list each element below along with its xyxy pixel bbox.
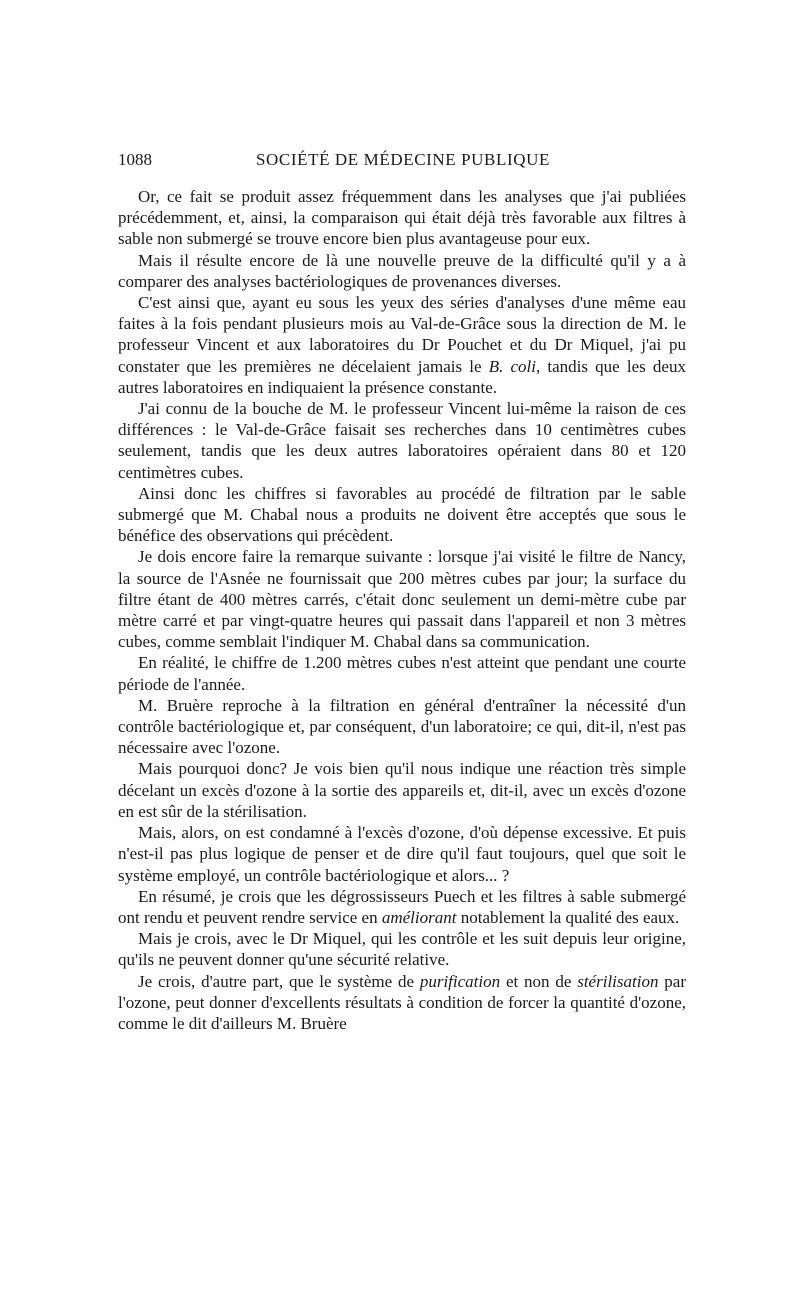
italic-term: purification	[419, 971, 501, 991]
italic-term: B. coli	[488, 356, 536, 376]
paragraph: Or, ce fait se produit assez fréquemment dans les analyses que j'ai publiées précédemment, et, ainsi, la comparaison qui était déjà très favorable aux filtres à sable non submergé se trouve encore bien plus avantageuse pour eux.	[118, 187, 686, 249]
paragraph-text: C'est ainsi que, ayant eu sous les yeux des séries d'analyses d'une même eau faites à la fois pendant plusieurs mois au Val-de-Grâce sous la direction de M. le professeur Vincent et aux laboratoires du Dr Pouchet et du Dr Miquel, j'ai pu constater que les premières ne décelaient jamais le	[118, 293, 686, 376]
paragraph: Mais il résulte encore de là une nouvelle preuve de la difficulté qu'il y a à comparer des analyses bactériologiques de provenances diverses.	[118, 250, 686, 291]
paragraph	[118, 971, 686, 1035]
paragraph: Je dois encore faire la remarque suivante : lorsque j'ai visité le filtre de Nancy, la source de l'Asnée ne fournissait que 200 mètres cubes par jour; la surface du filtre étant de 400 mètres carrés, c'était donc seulement un demi-mètre cube par mètre carré et par vingt-quatre heures qui passait dans l'appareil et non 3 mètres cubes, comme semblait l'indiquer M. Chabal dans sa communication.	[118, 547, 686, 652]
paragraph-text: , tandis que les deux autres laboratoires en indiquaient la présence constante.	[118, 356, 686, 397]
paragraph: M. Bruère reproche à la filtration en général d'entraîner la nécessité d'un contrôle bactériologique et, par conséquent, d'un laboratoire; ce qui, dit-il, n'est pas nécessaire avec l'ozone.	[118, 695, 686, 758]
paragraph: En réalité, le chiffre de 1.200 mètres cubes n'est atteint que pendant une courte période de l'année.	[118, 653, 686, 694]
paragraph: Mais pourquoi donc? Je vois bien qu'il nous indique une réaction très simple décelant un excès d'ozone à la sortie des appareils et, dit-il, avec un excès d'ozone en est sûr de la stérilisation.	[118, 759, 686, 821]
paragraph: Mais, alors, on est condamné à l'excès d'ozone, d'où dépense excessive. Et puis n'est-il pas plus logique de penser et de dire qu'il faut toujours, quel que soit le système employé, un contrôle bactériologique et alors... ?	[118, 823, 686, 885]
running-head: SOCIÉTÉ DE MÉDECINE PUBLIQUE	[256, 150, 550, 169]
paragraph: Mais je crois, avec le Dr Miquel, qui les contrôle et les suit depuis leur origine, qu'ils ne peuvent donner qu'une sécurité relative.	[118, 929, 686, 970]
page-header	[118, 150, 686, 172]
paragraph	[118, 886, 686, 928]
paragraph-text: notablement la qualité des eaux.	[456, 907, 680, 927]
paragraph-text: et non de	[500, 971, 578, 991]
italic-term: stérilisation	[577, 971, 659, 991]
paragraph	[118, 292, 686, 398]
paragraph-text: Je crois, d'autre part, que le système de	[138, 971, 420, 991]
page-number: 1088	[118, 150, 152, 169]
body-text	[118, 186, 686, 1034]
paragraph: Ainsi donc les chiffres si favorables au procédé de filtration par le sable submergé que M. Chabal nous a produits ne doivent être acceptés que sous le bénéfice des observations qui précèdent.	[118, 483, 686, 546]
paragraph: J'ai connu de la bouche de M. le professeur Vincent lui-même la raison de ces différences : le Val-de-Grâce faisait ses recherches dans 10 centimètres cubes seulement, tandis que les deux autres laboratoires opéraient dans 80 et 120 centimètres cubes.	[118, 399, 686, 482]
paragraph-text: par l'ozone, peut donner d'excellents résultats à condition de forcer la quantité d'ozone, comme le dit d'ailleurs M. Bruère	[118, 971, 686, 1033]
italic-term: améliorant	[381, 907, 457, 927]
paragraph-text: En résumé, je crois que les dégrossisseurs Puech et les filtres à sable submergé ont rendu et peuvent rendre service en	[118, 886, 686, 927]
